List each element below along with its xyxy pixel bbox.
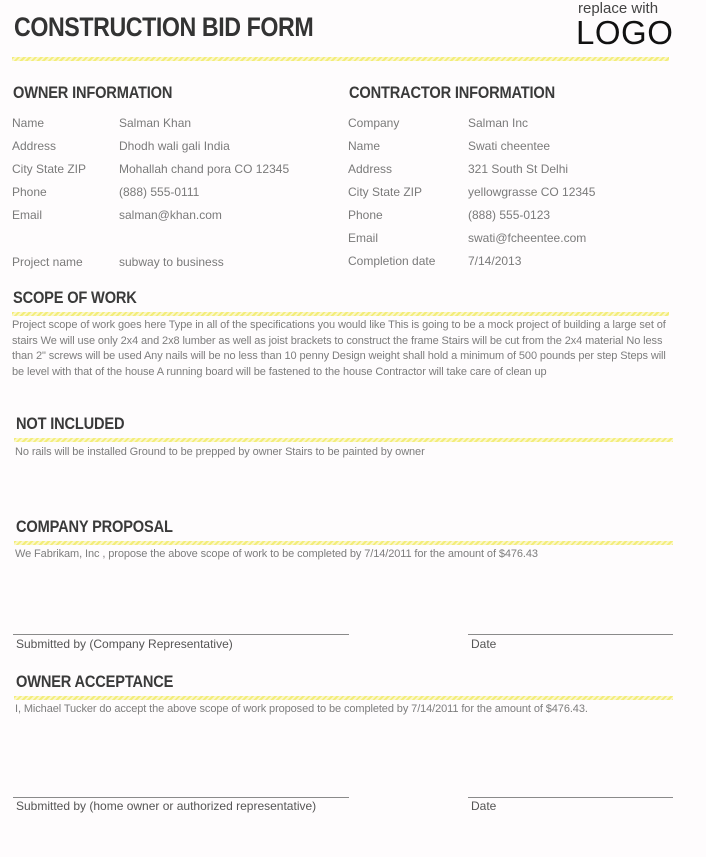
contractor-name-label: Name bbox=[348, 139, 381, 153]
owner-email-label: Email bbox=[12, 208, 43, 222]
contractor-email-value: swati@fcheentee.com bbox=[468, 231, 587, 245]
owner-address-label: Address bbox=[12, 139, 57, 153]
proposal-divider bbox=[14, 541, 673, 545]
contractor-address-value: 321 South St Delhi bbox=[468, 162, 569, 176]
owner-city-value: Mohallah chand pora CO 12345 bbox=[119, 162, 290, 176]
contractor-email-label: Email bbox=[348, 231, 379, 245]
owner-info-heading: OWNER INFORMATION bbox=[13, 83, 173, 102]
owner-phone-value: (888) 555-0111 bbox=[119, 185, 200, 199]
contractor-city-label: City State ZIP bbox=[348, 185, 423, 199]
logo-caption: replace with bbox=[578, 0, 659, 17]
proposal-heading: COMPANY PROPOSAL bbox=[16, 517, 173, 536]
scope-divider bbox=[12, 312, 669, 316]
contractor-phone-value: (888) 555-0123 bbox=[468, 208, 551, 222]
acceptance-signature-line[interactable] bbox=[13, 797, 349, 798]
acceptance-submitted-label: Submitted by (home owner or authorized representative) bbox=[16, 799, 317, 813]
completion-date-value: 7/14/2013 bbox=[468, 254, 522, 268]
proposal-text: We Fabrikam, Inc , propose the above scope of work to be completed by 7/14/2011 for the amount of $476.43 bbox=[15, 548, 538, 560]
not-included-heading: NOT INCLUDED bbox=[16, 414, 125, 433]
completion-date-label: Completion date bbox=[348, 254, 436, 268]
owner-email-value: salman@khan.com bbox=[119, 208, 222, 222]
proposal-date-line[interactable] bbox=[468, 634, 673, 635]
owner-city-label: City State ZIP bbox=[12, 162, 87, 176]
acceptance-divider bbox=[14, 696, 673, 700]
project-name-value: subway to business bbox=[119, 255, 224, 269]
proposal-date-label: Date bbox=[471, 637, 497, 651]
header-divider bbox=[12, 57, 669, 61]
contractor-address-label: Address bbox=[348, 162, 393, 176]
scope-text: Project scope of work goes here Type in all of the specifications you would like This is going to be a mock project of building a large set of stairs We will use only 2x4 and 2x8 lumber as well as joist brackets to construct the frame Stairs will be cut from the 2x4 material No less than 2" screws will be used Any nails will be no less than 10 penny Design weight shall hold a minimum of 500 pounds per step Steps will be level with that of the house A running board will be fastened to the house Contractor will take care of clean up bbox=[12, 319, 666, 379]
acceptance-date-line[interactable] bbox=[468, 797, 673, 798]
owner-phone-label: Phone bbox=[12, 185, 47, 199]
owner-name-label: Name bbox=[12, 116, 45, 130]
proposal-signature-line[interactable] bbox=[13, 634, 349, 635]
project-name-label: Project name bbox=[12, 255, 83, 269]
acceptance-text: I, Michael Tucker do accept the above scope of work proposed to be completed by 7/14/2011 for the amount of $476.43. bbox=[15, 703, 588, 715]
logo-placeholder: LOGO bbox=[576, 14, 674, 51]
acceptance-date-label: Date bbox=[471, 799, 497, 813]
owner-address-value: Dhodh wali gali India bbox=[119, 139, 230, 153]
acceptance-heading: OWNER ACCEPTANCE bbox=[16, 672, 174, 691]
contractor-name-value: Swati cheentee bbox=[468, 139, 551, 153]
contractor-info-heading: CONTRACTOR INFORMATION bbox=[349, 83, 556, 102]
contractor-company-value: Salman Inc bbox=[468, 116, 529, 130]
contractor-company-label: Company bbox=[348, 116, 400, 130]
not-included-divider bbox=[14, 438, 673, 442]
scope-heading: SCOPE OF WORK bbox=[13, 288, 137, 307]
owner-name-value: Salman Khan bbox=[119, 116, 192, 130]
not-included-text: No rails will be installed Ground to be prepped by owner Stairs to be painted by owner bbox=[15, 446, 425, 458]
proposal-submitted-label: Submitted by (Company Representative) bbox=[16, 637, 233, 651]
contractor-city-value: yellowgrasse CO 12345 bbox=[468, 185, 596, 199]
page-title: CONSTRUCTION BID FORM bbox=[14, 12, 314, 42]
contractor-phone-label: Phone bbox=[348, 208, 383, 222]
